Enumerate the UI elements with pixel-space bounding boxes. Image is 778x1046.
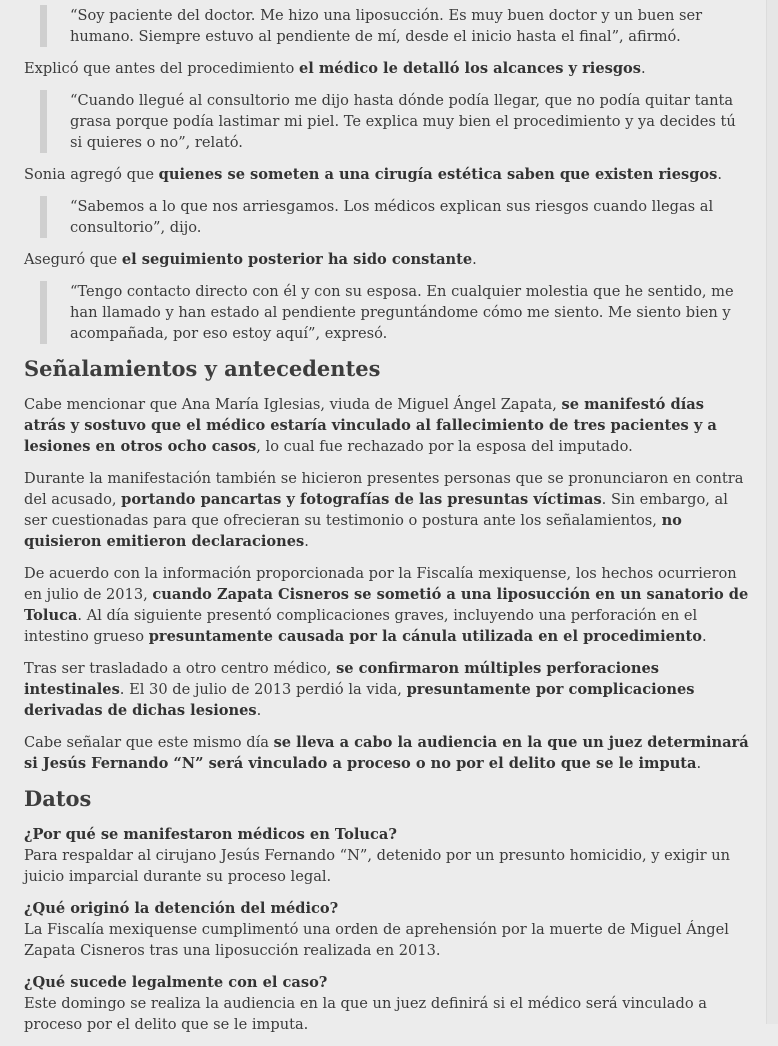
paragraph: Durante la manifestación también se hicieron presentes personas que se pronunciaron en contra del acusado, portando pancartas y fotografías de las presuntas víctimas. Sin embargo, al ser cuestionadas para que ofrecieran su testimonio o postura ante los señalamientos, no quisieron emitieron declaraciones. [24, 470, 744, 550]
highlight-text: se manifestó días atrás y sostuvo que el médico estaría vinculado al fallecimiento de tres pacientes y a lesiones en otros ocho casos [24, 396, 717, 455]
section-heading: Señalamientos y antecedentes [24, 356, 381, 381]
faq-answer: La Fiscalía mexiquense cumplimentó una orden de aprehensión por la muerte de Miguel Ángel Zapata Cisneros tras una liposucción realizada en 2013. [24, 921, 729, 959]
paragraph: Explicó que antes del procedimiento el médico le detalló los alcances y riesgos. [24, 60, 646, 77]
highlight-text: se lleva a cabo la audiencia en la que un juez determinará si Jesús Fernando “N” será vinculado a proceso o no por el delito que se le imputa [24, 734, 749, 772]
quote-text: “Sabemos a lo que nos arriesgamos. Los médicos explican sus riesgos cuando llegas al consultorio”, dijo. [70, 198, 714, 236]
faq-question: ¿Qué originó la detención del médico? [24, 900, 339, 917]
article-body [24, 5, 750, 1046]
paragraph: Aseguró que el seguimiento posterior ha sido constante. [24, 251, 477, 268]
highlight-text: cuando Zapata Cisneros se sometió a una liposucción en un sanatorio de Toluca [24, 586, 749, 624]
faq-item [24, 972, 750, 1035]
paragraph: Sonia agregó que quienes se someten a una cirugía estética saben que existen riesgos. [24, 166, 723, 183]
paragraph: Tras ser trasladado a otro centro médico, se confirmaron múltiples perforaciones intestinales. El 30 de julio de 2013 perdió la vida, presuntamente por complicaciones derivadas de dichas lesiones. [24, 660, 695, 719]
highlight-text: portando pancartas y fotografías de las presuntas víctimas [121, 491, 602, 508]
faq-item [24, 898, 750, 961]
quote-text: “Cuando llegué al consultorio me dijo hasta dónde podía llegar, que no podía quitar tanta grasa porque podía lastimar mi piel. Te explica muy bien el procedimiento y ya decides tú si quieres o no”, relató. [70, 92, 736, 151]
quote-block [40, 281, 750, 344]
highlight-text: el médico le detalló los alcances y riesgos [298, 60, 641, 77]
quote-text: “Tengo contacto directo con él y con su esposa. En cualquier molestia que he sentido, me han llamado y han estado al pendiente preguntándome cómo me siento. Me siento bien y acompañada, por eso estoy aquí”, expresó. [70, 283, 734, 342]
quote-block [40, 90, 750, 153]
highlight-text: el seguimiento posterior ha sido constante [121, 251, 473, 268]
paragraph: Cabe señalar que este mismo día se lleva a cabo la audiencia en la que un juez determinará si Jesús Fernando “N” será vinculado a proceso o no por el delito que se le imputa. [24, 734, 749, 772]
faq-question: ¿Por qué se manifestaron médicos en Toluca? [24, 826, 397, 843]
section-heading: Datos [24, 786, 92, 811]
highlight-text: presuntamente por complicaciones derivadas de dichas lesiones [24, 681, 695, 719]
paragraph: Cabe mencionar que Ana María Iglesias, viuda de Miguel Ángel Zapata, se manifestó días atrás y sostuvo que el médico estaría vinculado al fallecimiento de tres pacientes y a lesiones en otros ocho casos, lo cual fue rechazado por la esposa del imputado. [24, 396, 717, 455]
faq-item [24, 824, 750, 887]
highlight-text: se confirmaron múltiples perforaciones intestinales [24, 660, 660, 698]
highlight-text: no quisieron emitieron declaraciones [24, 512, 682, 550]
faq-answer: Para respaldar al cirujano Jesús Fernando “N”, detenido por un presunto homicidio, y exigir un juicio imparcial durante su proceso legal. [24, 847, 731, 885]
faq-answer: Este domingo se realiza la audiencia en la que un juez definirá si el médico será vinculado a proceso por el delito que se le imputa. [24, 995, 707, 1033]
quote-block [40, 5, 750, 47]
quote-text: “Soy paciente del doctor. Me hizo una liposucción. Es muy buen doctor y un buen ser humano. Siempre estuvo al pendiente de mí, desde el inicio hasta el final”, afirmó. [70, 7, 703, 45]
quote-block [40, 196, 750, 238]
paragraph: De acuerdo con la información proporcionada por la Fiscalía mexiquense, los hechos ocurrieron en julio de 2013, cuando Zapata Cisneros se sometió a una liposucción en un sanatorio de Toluca. Al día siguiente presentó complicaciones graves, incluyendo una perforación en el intestino grueso presuntamente causada por la cánula utilizada en el procedimiento. [24, 565, 749, 645]
faq-question: ¿Qué sucede legalmente con el caso? [24, 974, 328, 991]
highlight-text: quienes se someten a una cirugía estética saben que existen riesgos [158, 166, 718, 183]
scrollbar[interactable] [766, 0, 778, 1024]
highlight-text: presuntamente causada por la cánula utilizada en el procedimiento [148, 628, 702, 645]
